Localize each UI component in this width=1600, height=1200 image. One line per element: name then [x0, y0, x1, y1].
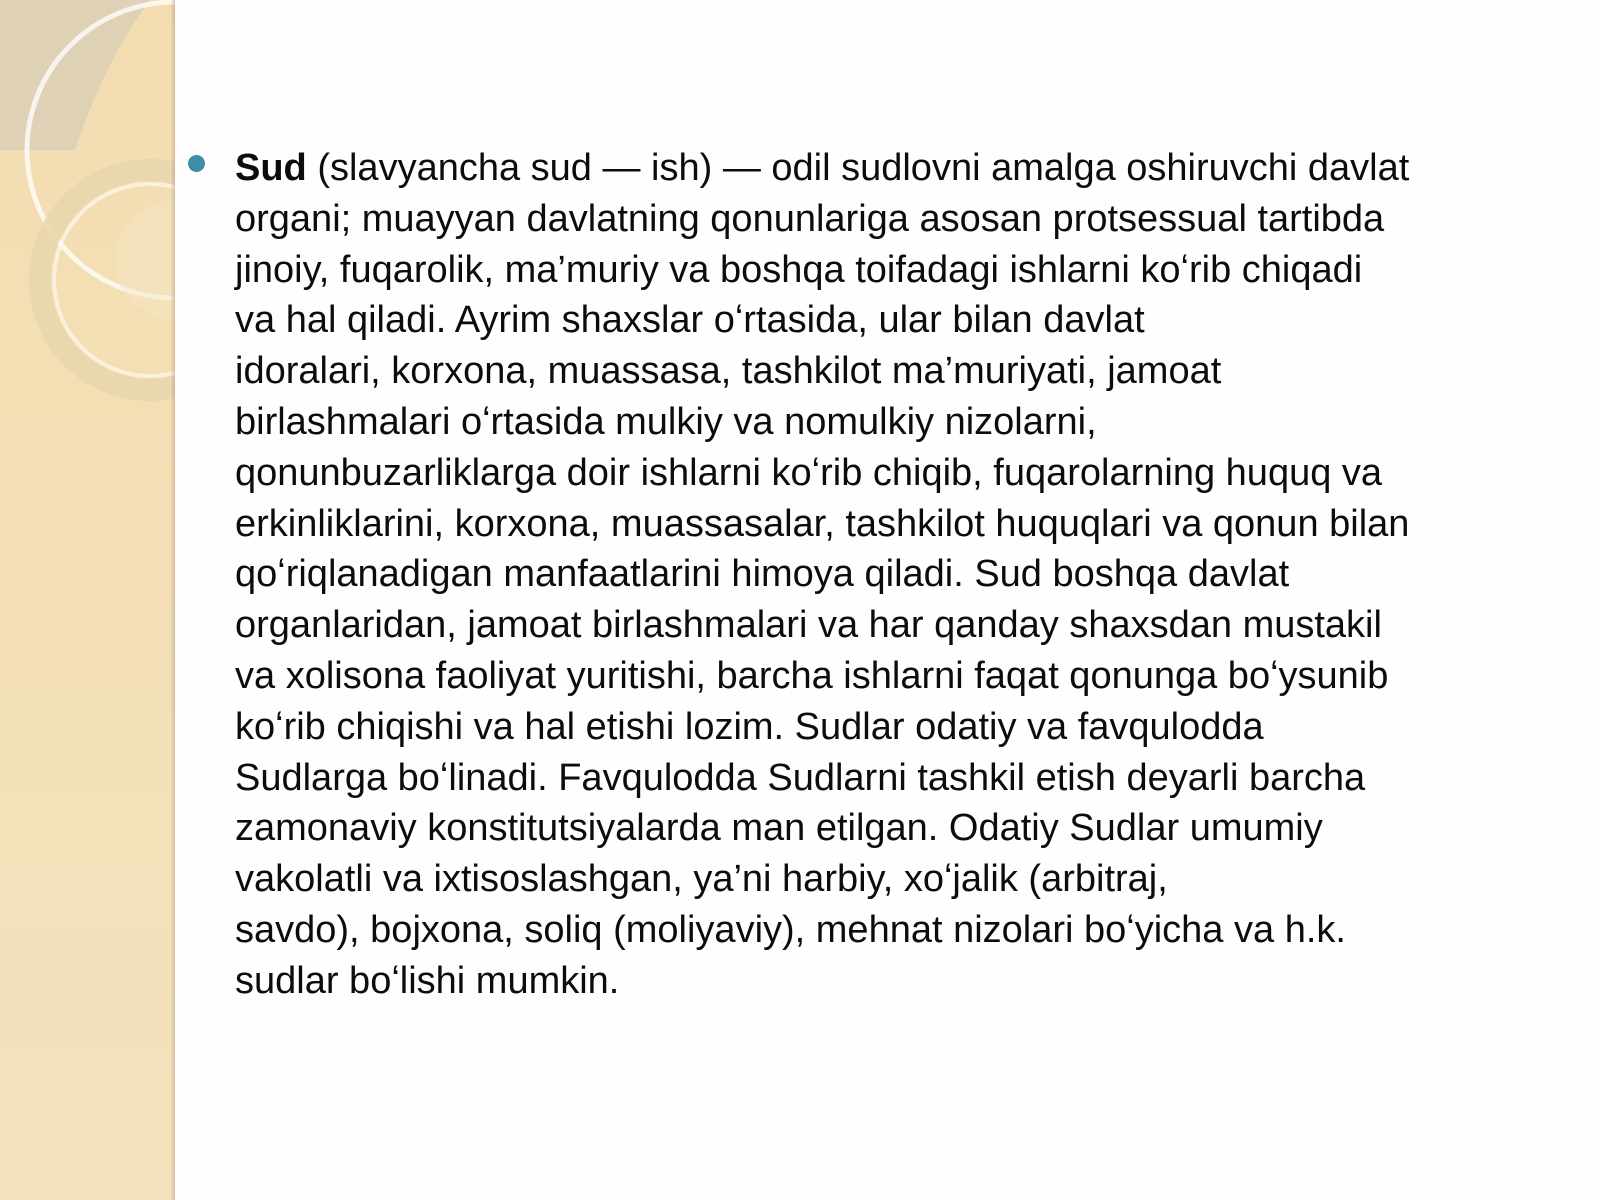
- paragraph-line: [235, 143, 1548, 194]
- paragraph-line: organi; muayyan davlatning qonunlariga asosan protsessual tartibda: [235, 197, 1385, 240]
- paragraph-line: savdo), bojxona, soliq (moliyaviy), mehnat nizolari boʻyicha va h.k.: [235, 908, 1346, 951]
- term-heading: Sud: [235, 147, 307, 189]
- paragraph-line: qonunbuzarliklarga doir ishlarni koʻrib chiqib, fuqarolarning huquq va: [235, 451, 1383, 494]
- paragraph-line: koʻrib chiqishi va hal etishi lozim. Sudlar odatiy va favqulodda: [235, 705, 1264, 748]
- paragraph-line: organlaridan, jamoat birlashmalari va har qanday shaxsdan mustakil: [235, 604, 1382, 647]
- paragraph-line: Sudlarga boʻlinadi. Favqulodda Sudlarni tashkil etish deyarli barcha: [235, 756, 1366, 799]
- paragraph-line: qoʻriqlanadigan manfaatlarini himoya qiladi. Sud boshqa davlat: [235, 553, 1290, 596]
- decorative-rings-graphic: [0, 0, 175, 420]
- bullet-dot-icon: [188, 155, 205, 172]
- decorative-side-panel: [0, 0, 175, 1200]
- slide-content: [188, 143, 1548, 1007]
- paragraph-line: va xolisona faoliyat yuritishi, barcha ishlarni faqat qonunga boʻysunib: [235, 654, 1389, 697]
- paragraph-line: va hal qiladi. Ayrim shaxslar oʻrtasida, ular bilan davlat: [235, 299, 1145, 342]
- first-line-text: (slavyancha sud — ish) — odil sudlovni amalga oshiruvchi davlat: [306, 147, 1410, 189]
- bullet-item: [188, 143, 1548, 1007]
- paragraph-line: jinoiy, fuqarolik, ma’muriy va boshqa toifadagi ishlarni koʻrib chiqadi: [235, 248, 1363, 291]
- definition-paragraph: [235, 143, 1548, 1007]
- paragraph-line: birlashmalari oʻrtasida mulkiy va nomulkiy nizolarni,: [235, 400, 1097, 443]
- paragraph-line: zamonaviy konstitutsiyalarda man etilgan. Odatiy Sudlar umumiy: [235, 807, 1323, 850]
- paragraph-line: sudlar boʻlishi mumkin.: [235, 959, 620, 1002]
- paragraph-line: erkinliklarini, korxona, muassasalar, tashkilot huquqlari va qonun bilan: [235, 502, 1410, 545]
- paragraph-line: vakolatli va ixtisoslashgan, ya’ni harbiy, xoʻjalik (arbitraj,: [235, 858, 1168, 901]
- paragraph-line: idoralari, korxona, muassasa, tashkilot ma’muriyati, jamoat: [235, 350, 1222, 393]
